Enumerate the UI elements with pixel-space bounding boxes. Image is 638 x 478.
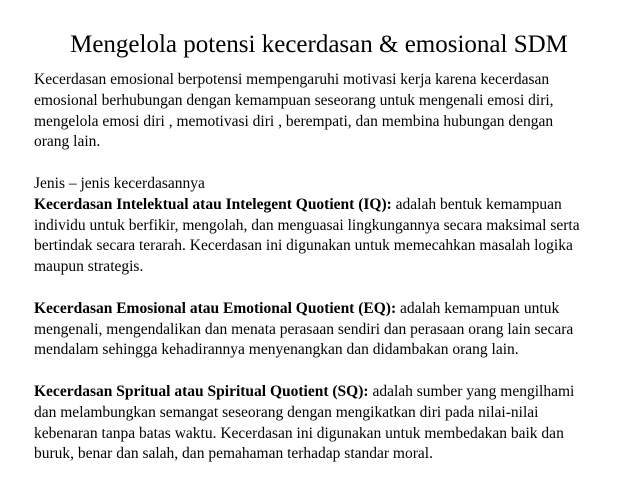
intro-line: emosional berhubungan dengan kemampuan seseorang untuk mengenali emosi diri,: [34, 91, 554, 109]
slide-title: Mengelola potensi kecerdasan & emosional SDM: [70, 31, 568, 58]
eq-term: Kecerdasan Emosional atau Emotional Quotient (EQ):: [34, 299, 397, 317]
iq-first-line: [34, 195, 626, 216]
intro-paragraph: [34, 70, 626, 153]
iq-line: maupun strategis.: [34, 258, 144, 276]
eq-paragraph: [34, 299, 626, 361]
sq-paragraph: [34, 382, 626, 465]
sq-line: dan melambungkan semangat seseorang dengan mengikatkan diri pada nilai-nilai: [34, 403, 539, 421]
iq-line: individu untuk berfikir, mengolah, dan menguasai lingkungannya secara maksimal serta: [34, 216, 580, 234]
iq-term: Kecerdasan Intelektual atau Intelegent Quotient (IQ):: [34, 195, 392, 213]
iq-first-line-rest: adalah bentuk kemampuan: [391, 195, 562, 213]
sq-first-line-rest: adalah sumber yang mengilhami: [368, 382, 575, 400]
sq-line: kebenaran tanpa batas waktu. Kecerdasan ini digunakan untuk membedakan baik dan: [34, 424, 564, 442]
intro-line: mengelola emosi diri , memotivasi diri , berempati, dan membina hubungan dengan: [34, 112, 554, 130]
intro-line: orang lain.: [34, 133, 101, 151]
eq-first-line-rest: adalah kemampuan untuk: [396, 299, 560, 317]
eq-line: mengenali, mengendalikan dan menata perasaan sendiri dan perasaan orang lain secara: [34, 320, 574, 338]
iq-line: bertindak secara terarah. Kecerdasan ini digunakan untuk memecahkan masalah logika: [34, 237, 573, 255]
sq-term: Kecerdasan Spritual atau Spiritual Quotient (SQ):: [34, 382, 369, 400]
types-heading: Jenis – jenis kecerdasannya: [34, 174, 205, 192]
types-paragraph: [34, 174, 626, 278]
eq-first-line: [34, 299, 626, 320]
sq-line: buruk, benar dan salah, dan pemahaman terhadap standar moral.: [34, 445, 433, 463]
eq-line: mendalam sehingga kehadirannya menyenangkan dan didambakan orang lain.: [34, 341, 519, 359]
intro-line: Kecerdasan emosional berpotensi mempengaruhi motivasi kerja karena kecerdasan: [34, 71, 550, 88]
slide-body: [34, 70, 626, 465]
sq-first-line: [34, 382, 626, 403]
